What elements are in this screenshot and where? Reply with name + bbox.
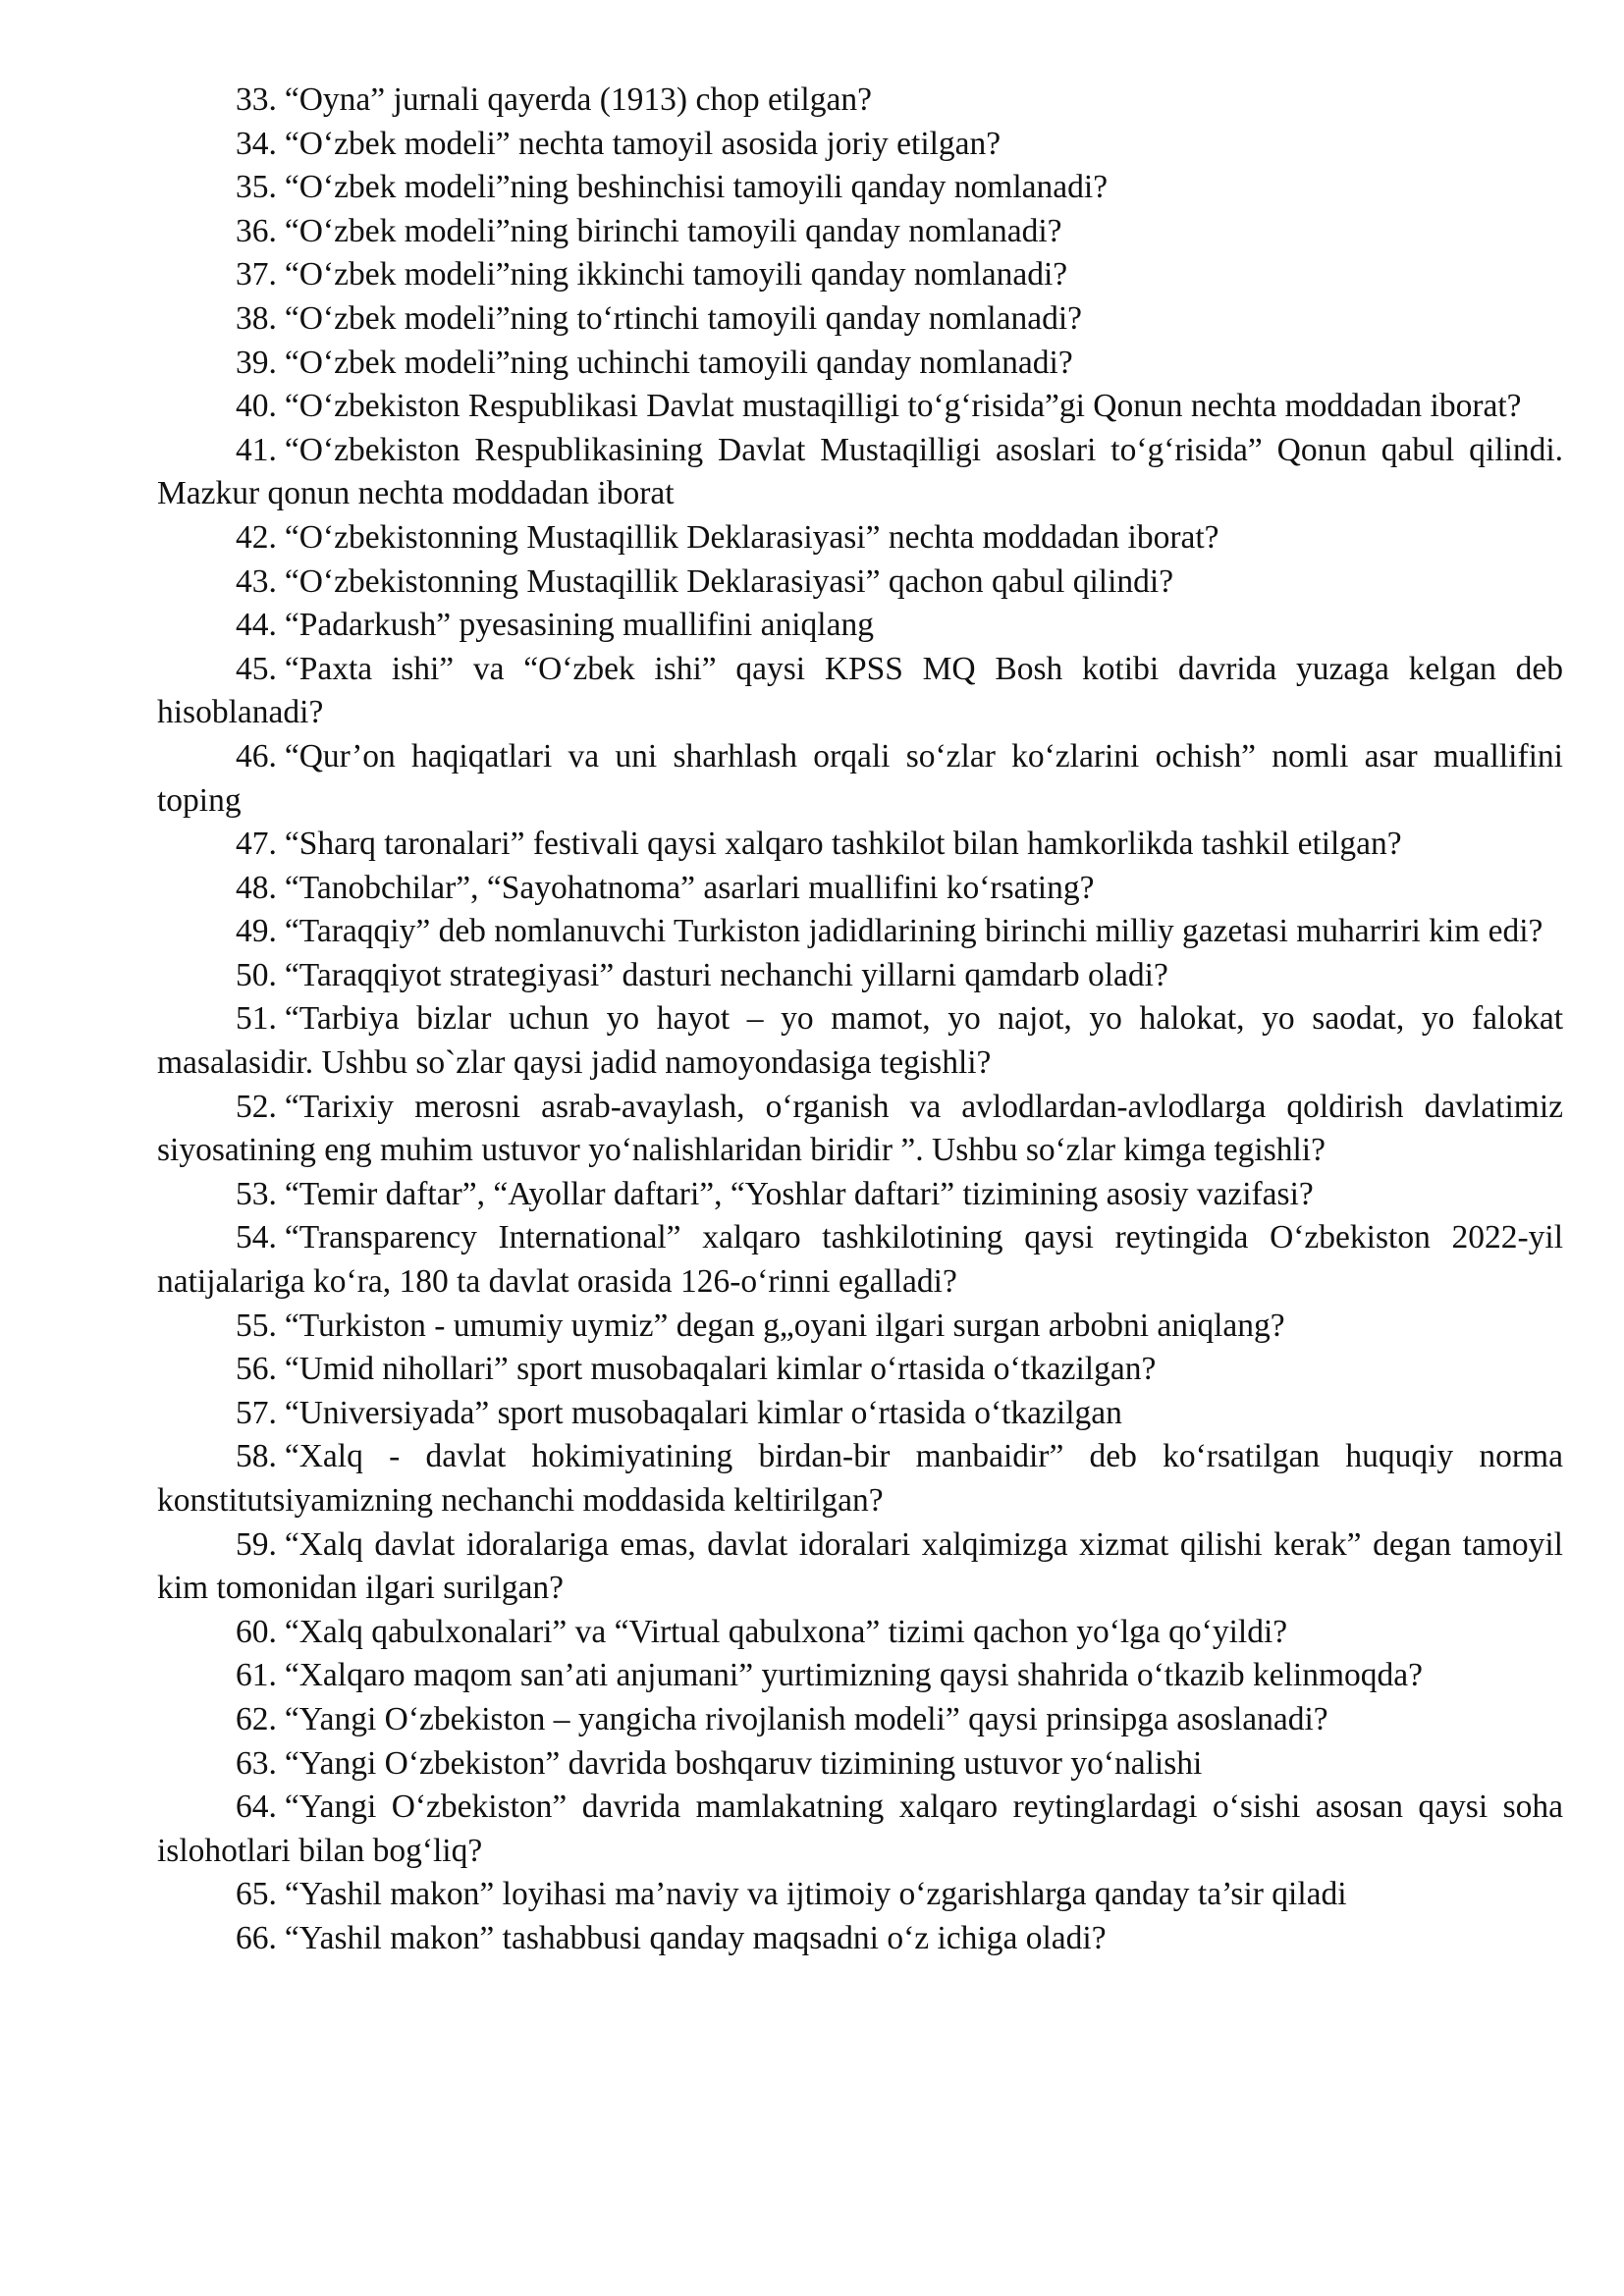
question-number: 60.	[236, 1613, 277, 1650]
question-item	[157, 297, 1563, 342]
question-text: “O‘zbek modeli”ning beshinchisi tamoyili qanday nomlanadi?	[284, 169, 1109, 206]
question-text: “Oyna” jurnali qayerda (1913) chop etilgan?	[284, 81, 872, 118]
question-item	[157, 1173, 1563, 1217]
question-number: 43.	[236, 562, 277, 600]
question-number: 64.	[236, 1789, 277, 1826]
question-number: 52.	[236, 1088, 277, 1125]
question-number: 55.	[236, 1307, 277, 1344]
question-number: 53.	[236, 1175, 277, 1212]
question-text: “Yangi O‘zbekiston – yangicha rivojlanish modeli” qaysi prinsipga asoslanadi?	[284, 1700, 1328, 1737]
question-item	[157, 561, 1563, 605]
question-text: “Umid nihollari” sport musobaqalari kimlar o‘rtasida o‘tkazilgan?	[284, 1351, 1157, 1388]
question-text: “O‘zbek modeli” nechta tamoyil asosida joriy etilgan?	[284, 125, 1001, 162]
question-text: “Tarixiy merosni asrab-avaylash, o‘rganish va avlodlardan-avlodlarga qoldirish davlatimiz siyosatining eng muhim ustuvor yo‘nalishlaridan biridir ”. Ushbu so‘zlar kimga tegishli?	[157, 1088, 1563, 1169]
question-number: 49.	[236, 913, 277, 950]
question-text: “Turkiston - umumiy uymiz” degan g„oyani ilgari surgan arbobni aniqlang?	[284, 1307, 1285, 1344]
question-text: “Taraqqiy” deb nomlanuvchi Turkiston jadidlarining birinchi milliy gazetasi muharriri kim edi?	[284, 913, 1543, 950]
question-number: 45.	[236, 650, 277, 687]
question-item	[157, 1086, 1563, 1173]
question-number: 48.	[236, 869, 277, 906]
question-number: 62.	[236, 1700, 277, 1737]
question-number: 50.	[236, 956, 277, 993]
question-item	[157, 253, 1563, 297]
question-number: 54.	[236, 1219, 277, 1256]
question-item	[157, 1917, 1563, 1961]
question-item	[157, 516, 1563, 561]
question-item	[157, 1654, 1563, 1698]
question-item	[157, 1742, 1563, 1787]
question-text: “O‘zbek modeli”ning to‘rtinchi tamoyili qanday nomlanadi?	[284, 299, 1083, 337]
question-item	[157, 210, 1563, 254]
question-number: 58.	[236, 1438, 277, 1475]
question-number: 42.	[236, 518, 277, 556]
question-text: “Yashil makon” loyihasi ma’naviy va ijtimoiy o‘zgarishlarga qanday ta’sir qiladi	[284, 1876, 1347, 1913]
question-text: “O‘zbekistonning Mustaqillik Deklarasiyasi” nechta moddadan iborat?	[284, 518, 1219, 556]
question-text: “O‘zbekiston Respublikasining Davlat Mustaqilligi asoslari to‘g‘risida” Qonun qabul qilindi. Mazkur qonun nechta moddadan iborat	[157, 431, 1563, 512]
question-number: 33.	[236, 81, 277, 118]
question-text: “Yangi O‘zbekiston” davrida boshqaruv tizimining ustuvor yo‘nalishi	[284, 1744, 1203, 1782]
question-text: “Temir daftar”, “Ayollar daftari”, “Yoshlar daftari” tizimining asosiy vazifasi?	[284, 1175, 1314, 1212]
question-text: “Paxta ishi” va “O‘zbek ishi” qaysi KPSS MQ Bosh kotibi davrida yuzaga kelgan deb hisoblanadi?	[157, 650, 1563, 731]
question-number: 44.	[236, 607, 277, 644]
question-number: 56.	[236, 1351, 277, 1388]
question-number: 36.	[236, 212, 277, 249]
question-item	[157, 954, 1563, 998]
question-item	[157, 429, 1563, 516]
question-item	[157, 823, 1563, 867]
question-text: “Universiyada” sport musobaqalari kimlar o‘rtasida o‘tkazilgan	[284, 1394, 1122, 1431]
question-item	[157, 1611, 1563, 1655]
question-item	[157, 604, 1563, 648]
question-number: 41.	[236, 431, 277, 468]
question-text: “Padarkush” pyesasining muallifini aniqlang	[284, 607, 874, 644]
question-text: “O‘zbek modeli”ning uchinchi tamoyili qanday nomlanadi?	[284, 344, 1073, 381]
question-text: “O‘zbek modeli”ning birinchi tamoyili qanday nomlanadi?	[284, 212, 1062, 249]
question-item	[157, 1392, 1563, 1436]
question-item	[157, 123, 1563, 167]
question-item	[157, 1698, 1563, 1742]
question-number: 63.	[236, 1744, 277, 1782]
question-text: “Qur’on haqiqatlari va uni sharhlash orqali so‘zlar ko‘zlarini ochish” nomli asar muallifini toping	[157, 737, 1563, 819]
question-item	[157, 735, 1563, 823]
question-item	[157, 1873, 1563, 1917]
question-text: “Xalq qabulxonalari” va “Virtual qabulxona” tizimi qachon yo‘lga qo‘yildi?	[284, 1613, 1288, 1650]
question-item	[157, 1435, 1563, 1522]
question-number: 46.	[236, 737, 277, 774]
question-text: “O‘zbek modeli”ning ikkinchi tamoyili qanday nomlanadi?	[284, 256, 1068, 294]
question-number: 35.	[236, 169, 277, 206]
question-item	[157, 997, 1563, 1085]
question-number: 40.	[236, 388, 277, 425]
question-text: “O‘zbekiston Respublikasi Davlat mustaqilligi to‘g‘risida”gi Qonun nechta moddadan iborat?	[284, 388, 1522, 425]
question-item	[157, 1305, 1563, 1349]
question-number: 61.	[236, 1657, 277, 1694]
question-text: “Xalq davlat idoralariga emas, davlat idoralari xalqimizga xizmat qilishi kerak” degan tamoyil kim tomonidan ilgari surilgan?	[157, 1525, 1563, 1607]
question-number: 57.	[236, 1394, 277, 1431]
question-number: 47.	[236, 826, 277, 863]
question-text: “Yangi O‘zbekiston” davrida mamlakatning xalqaro reytinglardagi o‘sishi asosan qaysi soha islohotlari bilan bog‘liq?	[157, 1789, 1563, 1869]
question-text: “Tarbiya bizlar uchun yo hayot – yo mamot, yo najot, yo halokat, yo saodat, yo falokat masalasidir. Ushbu so`zlar qaysi jadid namoyondasiga tegishli?	[157, 1000, 1563, 1082]
question-text: “Tanobchilar”, “Sayohatnoma” asarlari muallifini ko‘rsating?	[284, 869, 1095, 906]
question-text: “Xalq - davlat hokimiyatining birdan-bir manbaidir” deb ko‘rsatilgan huquqiy norma konstitutsiyamizning nechanchi moddasida keltirilgan?	[157, 1438, 1563, 1519]
question-text: “Transparency International” xalqaro tashkilotining qaysi reytingida O‘zbekiston 2022-yil natijalariga ko‘ra, 180 ta davlat orasida 126-o‘rinni egalladi?	[157, 1219, 1563, 1301]
question-number: 37.	[236, 256, 277, 294]
question-item	[157, 79, 1563, 123]
question-item	[157, 910, 1563, 954]
question-text: “Sharq taronalari” festivali qaysi xalqaro tashkilot bilan hamkorlikda tashkil etilgan?	[284, 826, 1402, 863]
question-item	[157, 867, 1563, 911]
question-item	[157, 1523, 1563, 1611]
question-text: “O‘zbekistonning Mustaqillik Deklarasiyasi” qachon qabul qilindi?	[284, 562, 1174, 600]
question-number: 66.	[236, 1919, 277, 1956]
question-number: 39.	[236, 344, 277, 381]
question-item	[157, 342, 1563, 386]
question-number: 34.	[236, 125, 277, 162]
question-item	[157, 1216, 1563, 1304]
question-text: “Yashil makon” tashabbusi qanday maqsadni o‘z ichiga oladi?	[284, 1919, 1107, 1956]
question-item	[157, 385, 1563, 429]
question-item	[157, 166, 1563, 210]
question-number: 65.	[236, 1876, 277, 1913]
question-list	[157, 79, 1563, 1961]
question-item	[157, 1786, 1563, 1873]
question-text: “Xalqaro maqom san’ati anjumani” yurtimizning qaysi shahrida o‘tkazib kelinmoqda?	[284, 1657, 1423, 1694]
question-number: 59.	[236, 1525, 277, 1563]
question-item	[157, 648, 1563, 735]
question-number: 38.	[236, 299, 277, 337]
question-text: “Taraqqiyot strategiyasi” dasturi nechanchi yillarni qamdarb oladi?	[284, 956, 1168, 993]
question-number: 51.	[236, 1000, 277, 1038]
question-item	[157, 1348, 1563, 1392]
